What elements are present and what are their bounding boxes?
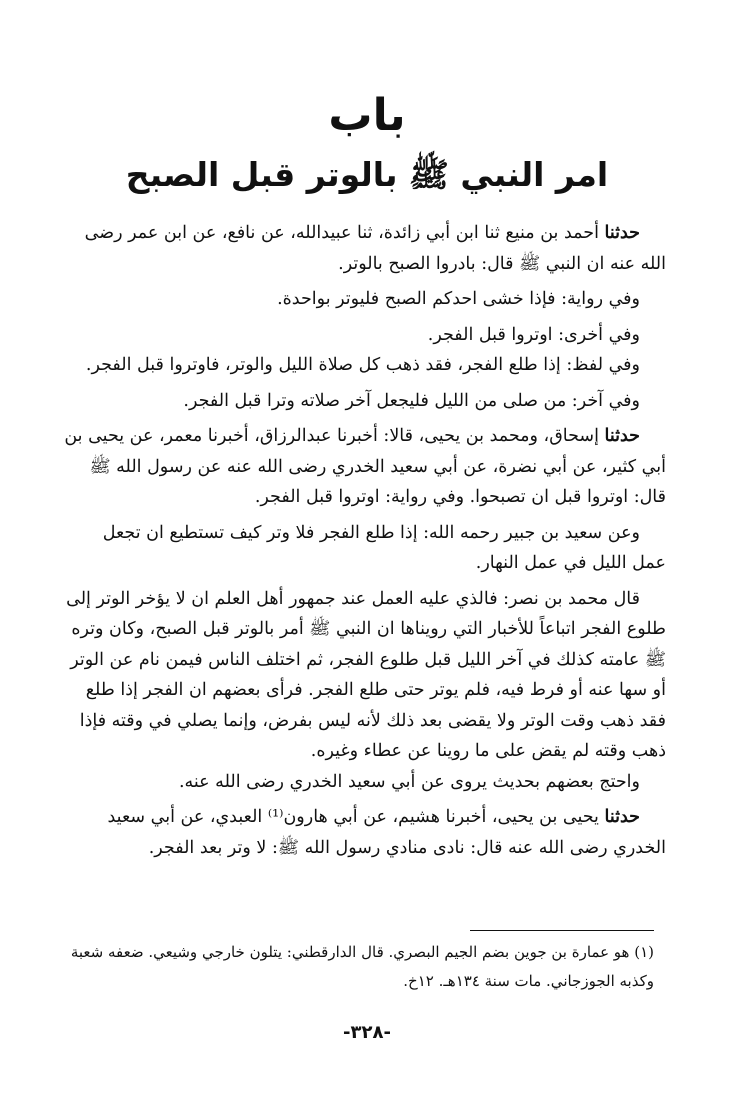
paragraph bbox=[64, 767, 666, 798]
paragraph-text: يحيى بن يحيى، أخبرنا هشيم، عن أبي هارون⁽¹⁾ العبدي، عن أبي سعيد الخدري رضى الله عنه قال: نادى منادي رسول الله ﷺ: لا وتر بعد الفجر. bbox=[107, 807, 666, 858]
chapter-heading: باب bbox=[328, 90, 406, 141]
paragraph bbox=[64, 518, 666, 579]
paragraph bbox=[64, 284, 666, 315]
paragraph-text: وعن سعيد بن جبير رحمه الله: إذا طلع الفجر فلا وتر كيف تستطيع ان تجعل عمل الليل في عمل النهار. bbox=[102, 522, 666, 573]
paragraph-text: أحمد بن منيع ثنا ابن أبي زائدة، ثنا عبيدالله، عن نافع، عن ابن عمر رضى الله عنه ان النبي ﷺ قال: بادروا الصبح بالوتر. bbox=[84, 223, 666, 274]
paragraph bbox=[64, 421, 666, 513]
paragraph-lead: حدثنا bbox=[604, 223, 640, 243]
paragraph bbox=[64, 350, 666, 381]
paragraph-text: وفي لفظ: إذا طلع الفجر، فقد ذهب كل صلاة الليل والوتر، فاوتروا قبل الفجر. bbox=[85, 355, 640, 375]
paragraph-text: وفي آخر: من صلى من الليل فليجعل آخر صلاته وترا قبل الفجر. bbox=[183, 390, 640, 411]
paragraph-lead: حدثنا bbox=[604, 426, 640, 446]
paragraph-text: وفي رواية: فإذا خشى احدكم الصبح فليوتر بواحدة. bbox=[277, 289, 640, 309]
paragraph bbox=[64, 802, 666, 863]
footnote-divider bbox=[470, 930, 654, 931]
paragraph-text: إسحاق، ومحمد بن يحيى، قالا: أخبرنا عبدالرزاق، أخبرنا معمر، عن يحيى بن أبي كثير، عن أبي نضرة، عن أبي سعيد الخدري رضى الله عنه عن رسول الله ﷺ قال: اوتروا قبل ان تصبحوا. وفي رواية: اوتروا قبل الفجر. bbox=[64, 426, 666, 507]
paragraph-text: قال محمد بن نصر: فالذي عليه العمل عند جمهور أهل العلم ان لا يؤخر الوتر إلى طلوع الفجر اتباعاً للأخبار التي رويناها ان النبي ﷺ أمر بالوتر قبل الصبح، وكان وتره ﷺ عامته كذلك في آخر الليل قبل طلوع الفجر، ثم اختلف الناس فيمن نام عن الوتر أو سها عنه أو فرط فيه، فلم يوتر حتى طلع الفجر. فرأى بعضهم ان الفجر إذا طلع فقد ذهب وقت الوتر ولا يقضى بعد ذلك لأنه ليس بفرض، وإنما يصلي في وقته فإذا ذهب وقته لم يقض على ما روينا عن عطاء وغيره. bbox=[66, 588, 666, 761]
footnote bbox=[64, 938, 654, 996]
page-number: -٣٢٨- bbox=[343, 1022, 391, 1043]
main-text bbox=[64, 218, 666, 863]
paragraph-lead: حدثنا bbox=[604, 807, 640, 827]
paragraph bbox=[64, 218, 666, 279]
paragraph-text: وفي أخرى: اوتروا قبل الفجر. bbox=[427, 324, 640, 345]
footnote-text: (١) هو عمارة بن جوين بضم الجيم البصري. قال الدارقطني: يتلون خارجي وشيعي. ضعفه شعبة وكذبه الجوزجاني. مات سنة ١٣٤هـ. ١٢خ. bbox=[70, 943, 654, 990]
chapter-title: امر النبي ﷺ بالوتر قبل الصبح bbox=[125, 155, 609, 194]
paragraph bbox=[64, 320, 666, 351]
paragraph bbox=[64, 584, 666, 767]
paragraph-text: واحتج بعضهم بحديث يروى عن أبي سعيد الخدري رضى الله عنه. bbox=[178, 771, 640, 792]
paragraph bbox=[64, 386, 666, 417]
